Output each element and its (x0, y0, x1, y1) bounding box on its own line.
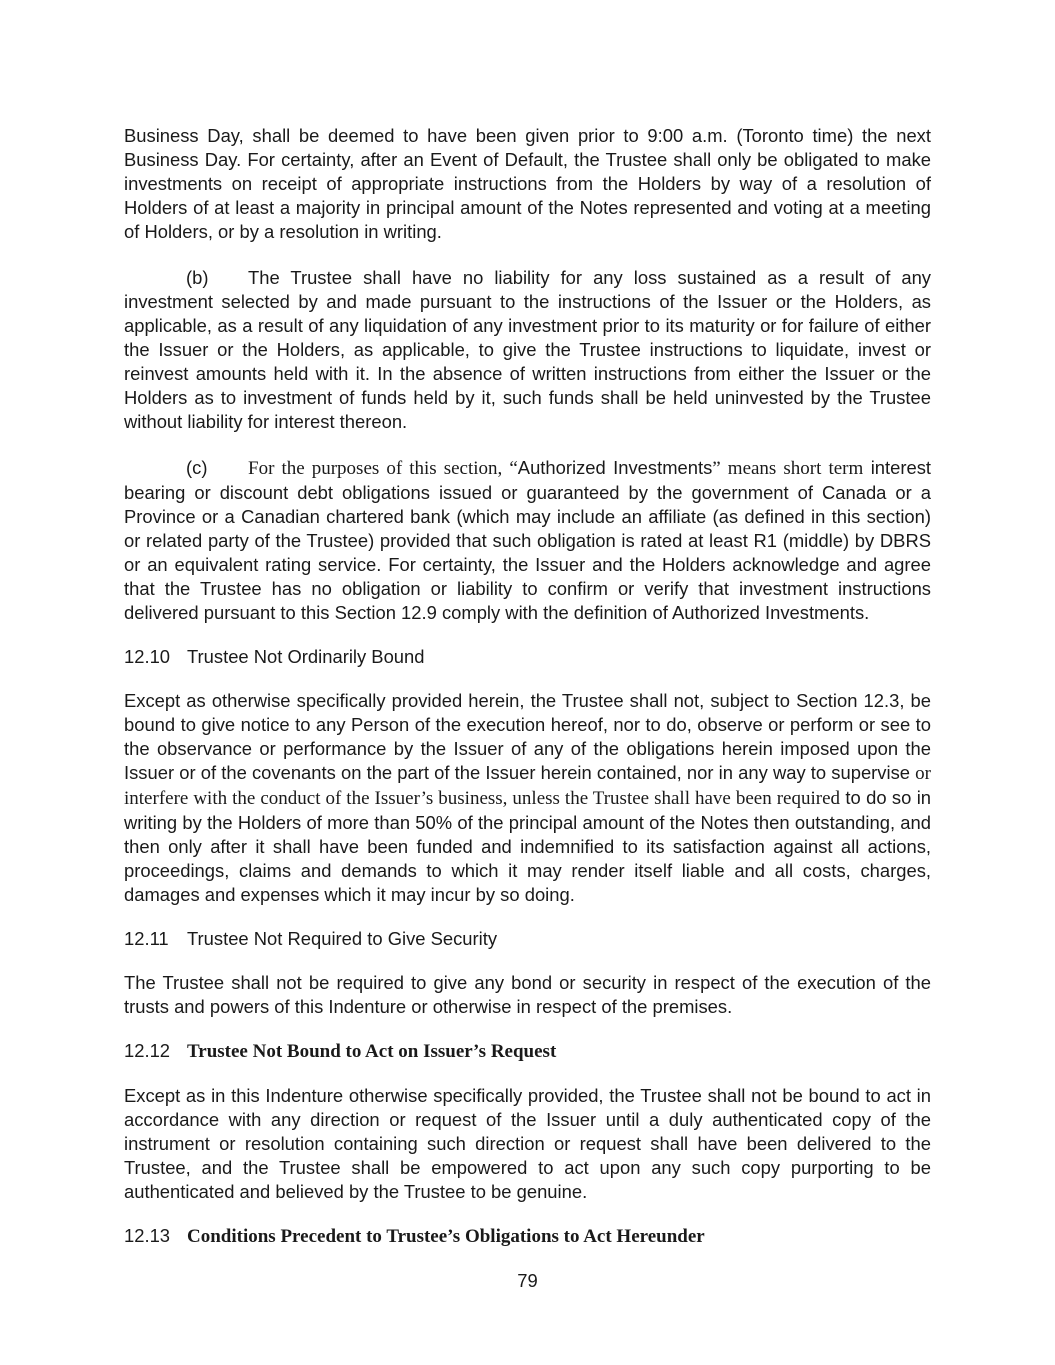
section-title: Trustee Not Ordinarily Bound (187, 646, 425, 667)
paragraph-c-label: (c) (186, 457, 208, 478)
section-title: Trustee Not Bound to Act on Issuer’s Request (187, 1041, 557, 1062)
section-title: Trustee Not Required to Give Security (187, 928, 498, 949)
section-heading-12-11 (124, 927, 931, 951)
section-number: 12.12 (124, 1040, 171, 1061)
paragraph-continuation: Business Day, shall be deemed to have been given prior to 9:00 a.m. (Toronto time) the next Business Day. For certainty, after an Event of Default, the Trustee shall only be obligated to make investments on receipt of appropriate instructions from the Holders by way of a resolution of Holders of at least a majority in principal amount of the Notes represented and voting at a meeting of Holders, or by a resolution in writing. (124, 125, 931, 242)
paragraph-b-label: (b) (186, 267, 209, 288)
section-title: Conditions Precedent to Trustee’s Obligations to Act Hereunder (187, 1226, 705, 1247)
paragraph-c-text: interest bearing or discount debt obligations issued or guaranteed by the government of Canada or a Province or a Canadian chartered bank (which may include an affiliate (as defined in this section) or related party of the Trustee) provided that such obligation is rated at least R1 (middle) by DBRS or an equivalent rating service. For certainty, the Issuer and the Holders acknowledge and agree that the Trustee has no obligation or liability to confirm or verify that investment instructions delivered pursuant to this Section 12.9 comply with the definition of Authorized Investments. (124, 457, 932, 623)
section-heading-12-13 (124, 1224, 931, 1249)
paragraph-c-serif-tail: ” means short term (712, 458, 864, 479)
document-page (124, 124, 931, 1249)
paragraph-c (124, 456, 931, 625)
paragraph-12-12: Except as in this Indenture otherwise specifically provided, the Trustee shall not be bound to act in accordance with any direction or request of the Issuer until a duly authenticated copy of the instrument or resolution containing such direction or request shall have been delivered to the Trustee, and the Trustee shall be empowered to act upon any such copy purporting to be authenticated and believed by the Trustee to be genuine. (124, 1085, 931, 1202)
paragraph-12-10 (124, 689, 931, 907)
paragraph-c-serif-lead: For the purposes of this section, “ (248, 458, 518, 479)
section-heading-12-10 (124, 645, 931, 669)
paragraph-12-10-text-a: Except as otherwise specifically provided herein, the Trustee shall not, subject to Section 12.3, be bound to give notice to any Person of the execution hereof, nor to do, observe or perform or see to the observance or performance by the Issuer of any of the obligations herein imposed upon the Issuer or of the covenants on the part of the Issuer herein contained, nor in any way to supervise (124, 690, 931, 783)
section-number: 12.10 (124, 646, 171, 667)
paragraph-12-11: The Trustee shall not be required to give any bond or security in respect of the execution of the trusts and powers of this Indenture or otherwise in respect of the premises. (124, 972, 931, 1017)
paragraph-12-10-serif-line: or interfere with the conduct of the Issuer’s business, unless the Trustee shall have been required (124, 763, 931, 809)
section-number: 12.13 (124, 1225, 171, 1246)
paragraph-12-10-text-b: to do so in writing by the Holders of more than 50% of the principal amount of the Notes then outstanding, and then only after it shall have been funded and indemnified to its satisfaction against all actions, proceedings, claims and demands to which it may render itself liable and all costs, charges, damages and expenses which it may incur by so doing. (124, 787, 932, 905)
paragraph-b (124, 266, 931, 434)
section-heading-12-12 (124, 1039, 931, 1064)
page-number: 79 (517, 1270, 538, 1291)
section-number: 12.11 (124, 928, 169, 949)
paragraph-b-text: The Trustee shall have no liability for any loss sustained as a result of any investment selected by and made pursuant to the instructions of the Issuer or the Holders, as applicable, as a result of any liquidation of any investment prior to its maturity or for failure of either the Issuer or the Holders, as applicable, to give the Trustee instructions to liquidate, invest or reinvest amounts held with it. In the absence of written instructions from either the Issuer or the Holders as to investment of funds held by it, such funds shall be held uninvested by the Trustee without liability for interest thereon. (124, 267, 931, 432)
defined-term-authorized-investments: Authorized Investments (517, 457, 713, 478)
